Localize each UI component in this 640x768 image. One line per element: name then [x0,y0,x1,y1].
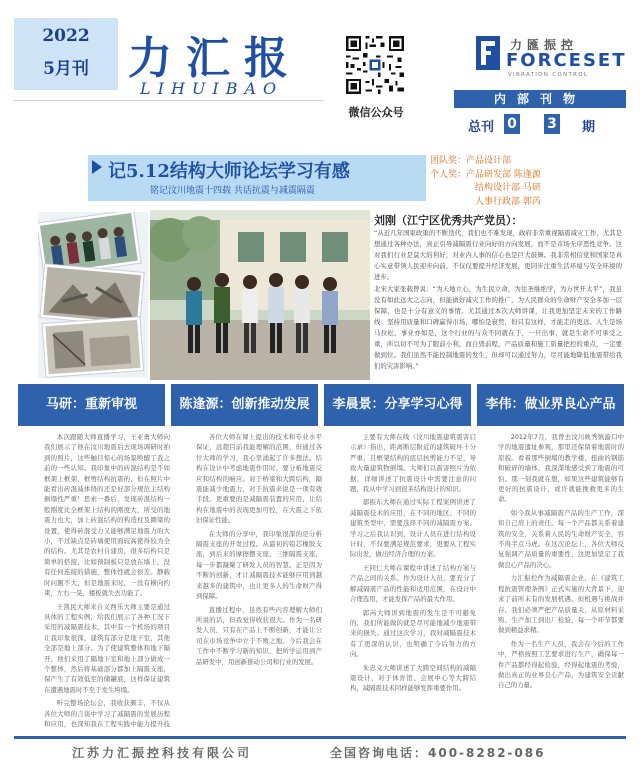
footer-divider [14,736,626,739]
issue-number-digit: 3 [544,114,560,134]
article-paragraph: 郁振东大师在通过实际工程案例讲述了减隔震技术的应用，在不同的地区、不同的建筑类型中，需要选择不同的减隔震方案。学习之后我认识到，设计人员在进行结构设计时，不仅要满足规范要求，更要从工程实际出发，做出经济合理的方案。 [350,498,476,559]
article-paragraph: 如今我从事减隔震产品的生产工作，深知自己肩上的责任。每一个产品都关系着建筑的安全，关系着人民的生命财产安全，容不得半点马虎。在这次论坛上，各位大师反复强调产品质量的重要性，这更加坚定了我做良心产品的决心。 [498,508,624,569]
award-credits [430,155,541,209]
article-paragraph: 郭芮大师讲到地震的发生是不可避免的，我们所能做的就是尽可能地减少地震带来的损失。通过这次学习，我对减隔震技术有了更深的认识，也明确了今后努力的方向。 [350,608,476,659]
credit-individual: 结构设计部 马研 [475,183,541,193]
article-headline: 记5.12结构大师论坛学习有感 [108,161,350,182]
article-paragraph: 主要有大师在线（汶川地震建筑震害启示录）指出，距离断层附近的建筑破坏十分严重，且框架结构的底层抗剪能力不足，导致大量建筑物倒塌。大师们以震害照片为依据，详细讲述了抗震设计中需要注意的问题，我从中学习到很多结构设计的知识。 [350,433,476,494]
newsletter-title: 力汇报 [128,33,302,84]
wechat-qr-code[interactable] [344,34,406,96]
article-paragraph: 2012年7月，我曾去汶川映秀镇漩口中学的地震遗址参观，那里还保留着地震时的原貌。看着那些倒塌的教学楼，扭曲的钢筋和破碎的墙体，我深深地感受到了地震的可怕。那一刻我就在想，如果这些建筑能够有更好的抗震设计，或许就能挽救更多的生命。 [498,433,624,504]
site-visit-photo [150,210,370,380]
article-paragraph: 本次跟随大师直播学习，王亚勇大师向我们展示了他在汶川地震后去现场调研时拍到的照片，这些触目惊心的场景唤醒了我之前的一些认知。我印象中的砖混结构是不如框架上框架、框剪结构抗震的，但在照片中能看出砖混减体绕的还是好部分规范主结构倒塌性严重！思索一番后，发现砖混结构一般刚度比全框架上结构的刚度大，所受的地震力也大，加上砖混结构的构造柱及圈梁的设置，使得砖混受力又能够满足地震力的大小，不过缺点是砖墙使用面较高使得较为全的结构。尤其是农村自建房，很多结构只是简单的搭接，比如预制板只是放在墙上，没有任何连接的措施，整体性就会很差。静载时问题不大，但是地震来时，一没有横向约束，左右一晃，楼板就失去功能了。 [44,433,170,598]
quote-author: 刘刚（江宁区优秀共产党员）： [374,214,523,227]
article-paragraph: 直播过程中，虽然有些内容理解大师们所说的话，但我觉得收获很大。作为一名研发人员，只有在产品上不断创新，才能让公司在市场竞争中立于不败之地。今后我会在工作中不断学习新的知识，把所学运用到产品研发中，用创新推动公司和行业的发展。 [196,605,322,666]
collage-photo-ruins [40,264,144,327]
section-heading-li-wei: 李伟：做业界良心产品 [477,384,624,426]
internal-publication-banner: 内部刊物 [454,90,626,108]
article-paragraph: 王同仁大师在课程中讲述了结构方案与产品之间的关系。作为设计人员，要充分了解减隔震产品的性能和适用范围，在设计中合理选用，才能发挥产品的最大作用。 [350,563,476,604]
quote-paragraph: 北宋大家张载曾说：“为天地立心，为生民立命，为往圣继绝学，为万世开太平”，我虽没有如此远大之志向，但能做好减灾工作的推广，为人民群众的生命财产安全多加一层保障，也是十分有意义的事情。尤其通过本次大师讲课，让我更加坚定未来的工作路线：坚持用质量和口碑赢得市场，哪怕是衰势，但只有这样，才能走的更远。人生是场马拉松，事业亦如是，这个行业的与众不同就在于，一旦出事，就是生命不可承受之重，所以切不可为了眼前小利，而自毁前程，产品质量和施工质量把控的重点，一定要做到位。我们虽然不能控制地震的发生，但却可以通过努力，尽可能地降低地震带给我们的灾害影响。” [374,285,622,370]
article-subheadline: 铭记汶川地震十四载 共话抗震与减震隔震 [150,186,315,196]
article-paragraph: 朱忠义大师讲述了大跨空间结构的减隔震设计，对于体育馆、会展中心等大跨结构，减隔震技术同样能够发挥重要作用。 [350,663,476,693]
article-column-li-chenjing [350,432,476,730]
issue-number-suffix: 期 [582,120,596,135]
footer-company-name: 江苏力汇振控科技有限公司 [72,746,253,760]
article-column-ma-yan [44,432,170,730]
company-logo-en: FORCESET [506,50,627,71]
section-heading-li-chenjing: 李晨景：分享学习心得 [324,384,471,426]
issue-number-digit: 0 [504,114,520,134]
quote-body [374,228,622,376]
article-paragraph: 作为一名生产人员，我会在今后的工作中，严格按照工艺要求进行生产，确保每一件产品都经得起检验，经得起地震的考验，做出真正的业界良心产品，为建筑安全贡献自己的力量。 [498,639,624,690]
section-heading-ma-yan: 马研：重新审视 [18,384,165,426]
issue-month: 5月刊 [43,59,89,79]
company-logo-cn: 力匯振控 [510,38,579,52]
article-column-li-wei [498,432,624,730]
credit-individual: 人事行政部 郭芮 [475,196,541,207]
company-logo-tagline: VIBRATION CONTROL [508,72,589,78]
article-paragraph: 王凯民大师来自义西乐大师主要是通过具体的工程实例，给我们展示了各种工况下采用的减隔震技术，其中有一个机场的项目让我印象很深，建筑有部分是地下室，其他全部是地上部分。为了使建筑整体和地下隔开，他们采用了隔地下室和地上部分做成一个整体，然后将基础部分都加上隔震支座，保产生了有效低至的储罐底，这样保证建筑在遭遇地震时不至于发生垮塌。 [44,602,170,694]
article-paragraph: 听完整场论坛会，我收获颇丰，不仅从各位大师的言谈中学习了减隔震的发展历程和应用，也深知我在工程实践中能力提升技 [44,699,170,728]
headline-arrow-icon [92,160,102,174]
issue-number-prefix: 总刊 [468,120,495,135]
issue-year: 2022 [42,26,90,46]
footer-hotline: 全国咨询电话：400-8282-086 [330,746,546,760]
credit-team: 团队奖：产品设计部 [430,156,512,166]
quote-paragraph: “从近几年国家政策的不断迭代，我们也不难发现，政府非常重视隔震减灾工作，尤其是想通过各种办法，真正引导减隔震行业向好的方向发展，而不是市场无序恶性竞争。这对我们行业是莫大的利好，对业内人事的信心也是巨大鼓舞。我非常相信党和国家是真心实意带领人民迎步向前，不仅仅要提升经济发展，更同步注重生活环境与安全环境的进步。 [374,229,622,281]
article-paragraph: 力汇振控作为减隔震企业，在《建筑工程抗震管理条例》正式实施的大背景下，迎来了前所未有的发展机遇。但机遇与挑战并存，我们必须严把产品质量关，从原材料采购、生产加工到出厂检验，每一个环节都要做到精益求精。 [498,574,624,635]
forceset-logo-icon [476,36,500,70]
qr-code-label: 微信公众号 [348,106,404,119]
section-heading-chen-fengyuan: 陈逢源：创新推动发展 [171,384,318,426]
article-column-chen-fengyuan [196,432,322,730]
article-paragraph: 在大师的分享中，我印象很深的是分析隔震支座的开发过程。从最初的铅芯橡胶支座，到后来的摩擦摆支座、三维隔震支座，每一步都凝聚了研发人员的智慧。正是因为不断的创新，才让减隔震技术能够应用到越来越多的建筑中，也让更多人的生命财产得到保障。 [196,529,322,601]
masthead-divider [14,100,324,101]
credit-individual: 个人奖：产品研发部 陈逢源 [430,169,541,180]
article-paragraph: 各位大师在课上提出的技术和专业水平保证，远超目前我能理解的范围，但通过各位大师的学习，我心里涌起了许多想法。结构在设计中考虑地震作用时，要分析地震反应和结构的响应。对于桥梁和大跨结构，隔震能减少地震力，对于抗震来说是一项有效手段。更重要的是减隔震装置的应用，让结构在地震中的表现更加可控，在大震之下依旧保证性能。 [196,433,322,525]
newsletter-pinyin: LIHUIBAO [140,79,284,98]
event-photo-collage [38,212,148,378]
collage-photo-damage [42,317,144,378]
